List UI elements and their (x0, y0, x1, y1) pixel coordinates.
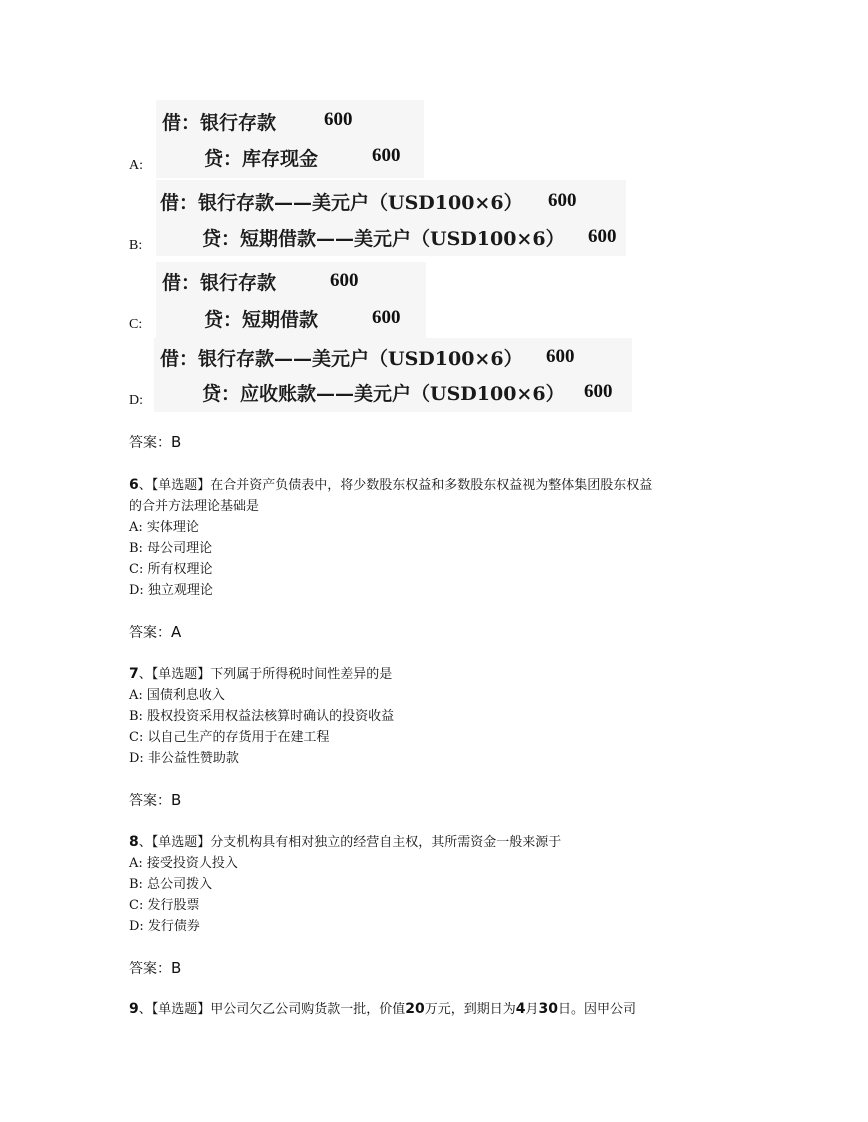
question-text-part1: 【单选题】甲公司欠乙公司购货款一批，价值 (151, 1002, 406, 1017)
option-b-label: B: (129, 238, 143, 253)
question-8-line1 (129, 832, 749, 853)
question-6-answer (129, 622, 181, 642)
option-d-debit-amount: 600 (546, 346, 575, 367)
question-6-option-c: C: 所有权理论 (129, 562, 213, 577)
question-6-line2: 的合并方法理论基础是 (129, 499, 260, 514)
option-a-debit-amount: 600 (324, 109, 353, 130)
question-number: 9 (129, 1001, 139, 1017)
amount-number: 20 (405, 1001, 425, 1017)
day-number: 30 (538, 1001, 559, 1017)
option-c-debit-amount: 600 (330, 270, 359, 291)
question-text: 【单选题】在合并资产负债表中，将少数股东权益和多数股东权益视为整体集团股东权益 (151, 478, 653, 493)
question-7-option-c: C: 以自己生产的存货用于在建工程 (129, 730, 330, 745)
question-text-part2: 万元，到期日为 (424, 1002, 516, 1017)
question-sep: 、 (138, 835, 152, 850)
answer-letter: B (171, 791, 182, 809)
question-6-line1 (129, 475, 749, 496)
question-number: 7 (129, 666, 139, 682)
answer-prefix: 答案： (129, 793, 171, 809)
answer-prefix: 答案： (129, 961, 171, 977)
option-a-credit: 贷：库存现金 (204, 148, 319, 170)
option-b-credit: 贷：短期借款——美元户（USD100×6） (202, 228, 565, 250)
option-b-credit-amount: 600 (588, 226, 617, 247)
question-number: 8 (129, 834, 139, 850)
option-d-credit: 贷：应收账款——美元户（USD100×6） (202, 383, 565, 405)
question-sep: 、 (138, 478, 152, 493)
answer-prev (129, 432, 181, 452)
question-6-option-b: B: 母公司理论 (129, 541, 213, 556)
month-number: 4 (515, 1001, 526, 1017)
option-c-label: C: (129, 317, 143, 332)
question-9 (129, 999, 769, 1020)
answer-prefix: 答案： (129, 435, 171, 451)
answer-letter: B (171, 959, 182, 977)
answer-letter: A (171, 623, 182, 641)
question-7-line1 (129, 664, 749, 685)
question-text-part4: 日。因甲公司 (558, 1002, 637, 1017)
question-8-option-c: C: 发行股票 (129, 898, 200, 913)
question-8-option-a: A: 接受投资人投入 (129, 856, 238, 871)
answer-prefix: 答案： (129, 625, 171, 641)
option-c-credit: 贷：短期借款 (204, 309, 319, 331)
question-6-option-a: A: 实体理论 (129, 520, 199, 535)
option-d-label: D: (129, 393, 143, 408)
question-7-option-a: A: 国债利息收入 (129, 688, 225, 703)
question-text: 【单选题】分支机构具有相对独立的经营自主权，其所需资金一般来源于 (151, 835, 562, 850)
answer-letter: B (171, 433, 182, 451)
option-c-debit: 借：银行存款 (162, 272, 277, 294)
question-number: 6 (129, 477, 139, 493)
question-8-answer (129, 958, 181, 978)
question-text-part3: 月 (525, 1002, 539, 1017)
question-sep: 、 (138, 667, 152, 682)
option-b-debit: 借：银行存款——美元户（USD100×6） (160, 192, 523, 214)
question-7 (129, 664, 749, 769)
option-b-debit-amount: 600 (548, 190, 577, 211)
question-7-option-d: D: 非公益性赞助款 (129, 751, 239, 766)
question-sep: 、 (138, 1002, 152, 1017)
option-d-debit: 借：银行存款——美元户（USD100×6） (160, 348, 523, 370)
option-a-label: A: (129, 158, 143, 173)
option-c-credit-amount: 600 (372, 307, 401, 328)
question-7-answer (129, 790, 181, 810)
option-a-credit-amount: 600 (372, 145, 401, 166)
question-text: 【单选题】下列属于所得税时间性差异的是 (151, 667, 393, 682)
question-8-option-b: B: 总公司拨入 (129, 877, 213, 892)
option-d-credit-amount: 600 (584, 381, 613, 402)
option-a-debit: 借：银行存款 (162, 112, 277, 134)
question-6 (129, 475, 749, 601)
question-8 (129, 832, 749, 937)
question-7-option-b: B: 股权投资采用权益法核算时确认的投资收益 (129, 709, 395, 724)
question-8-option-d: D: 发行债券 (129, 919, 200, 934)
question-6-option-d: D: 独立观理论 (129, 583, 213, 598)
